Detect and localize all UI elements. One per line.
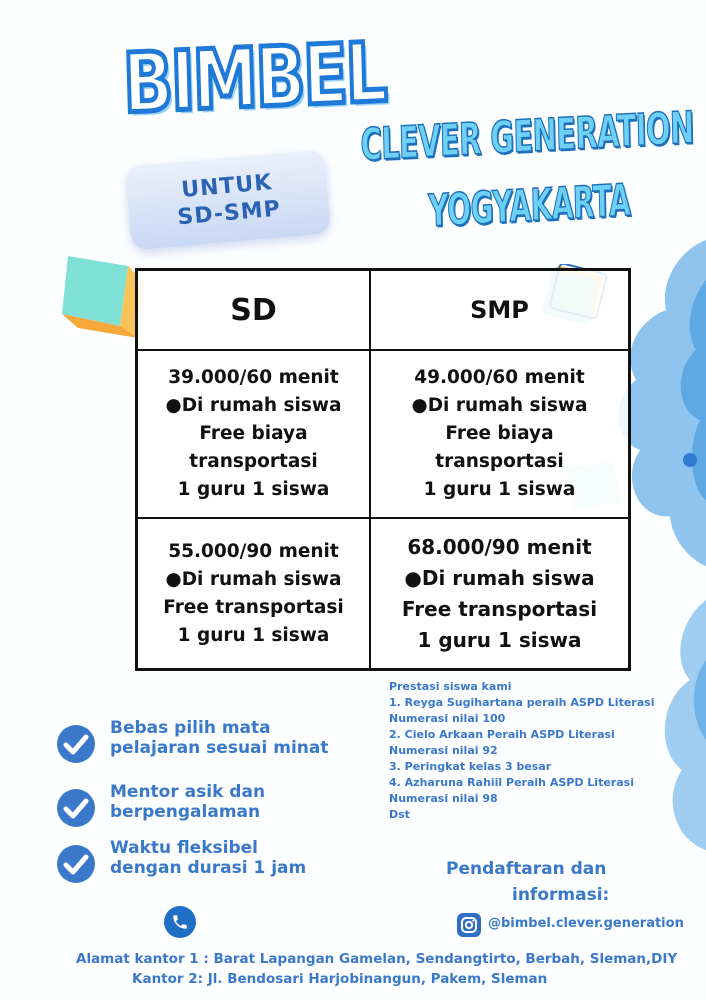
achievement-line: 4. Azharuna Rahiil Peraih ASPD Literasi [389,776,634,789]
achievement-line: Numerasi nilai 100 [389,712,506,725]
price-cell-sd-60 [137,350,370,518]
ratio-line: 1 guru 1 siswa [417,627,582,652]
benefit-line-1: Waktu fleksibel [110,838,258,858]
location-line: ●Di rumah siswa [165,568,342,590]
achievement-line: Numerasi nilai 98 [389,792,498,805]
achievement-line: 3. Peringkat kelas 3 besar [389,760,552,773]
benefit-line-1: Mentor asik dan [110,782,266,802]
benefit-item [56,782,265,828]
instagram-handle-link[interactable]: @bimbel.clever.generation [488,916,684,931]
address-line-2: Kantor 2: Jl. Bendosari Harjobinangun, Pakem, Sleman [132,971,548,987]
feature-line: Free biaya [199,423,308,444]
benefit-line-1: Bebas pilih mata [110,718,271,738]
check-circle-icon [56,844,96,884]
check-circle-icon [56,788,96,828]
subtitle-brand: CLEVER GENERATION [359,102,695,171]
benefit-line-2: dengan durasi 1 jam [110,858,307,878]
main-title: BIMBEL [121,25,387,132]
ratio-line: 1 guru 1 siswa [423,479,576,500]
price-line: 39.000/60 menit [168,367,339,388]
achievement-line: Numerasi nilai 92 [389,744,498,757]
benefit-line-2: pelajaran sesuai minat [110,738,329,758]
office-address [76,949,676,989]
achievement-line: 1. Reyga Sugihartana peraih ASPD Literasi [389,696,655,709]
pricing-table [135,268,631,671]
feature-line: Free biaya [445,423,554,444]
price-line: 55.000/90 menit [168,540,339,562]
achievement-line: Dst [389,808,410,821]
benefit-item [56,718,329,764]
instagram-icon[interactable] [457,913,481,937]
achievements-list [389,679,659,823]
ratio-line: 1 guru 1 siswa [177,479,330,500]
instagram-glyph-icon [457,913,481,937]
target-badge [125,149,332,250]
location-line: ●Di rumah siswa [411,395,588,416]
achievements-heading: Prestasi siswa kami [389,680,512,693]
subtitle-city: YOGYAKARTA [427,174,631,237]
price-cell-smp-90 [370,518,629,669]
price-line: 68.000/90 menit [407,534,592,559]
location-line: ●Di rumah siswa [165,395,342,416]
badge-line-1: UNTUK [180,169,274,203]
location-line: ●Di rumah siswa [404,565,595,590]
badge-line-2: SD-SMP [176,196,282,231]
benefit-line-2: berpengalaman [110,802,261,822]
price-line: 49.000/60 menit [414,367,585,388]
registration-line-2: informasi: [512,885,610,905]
column-header-sd: SD [137,270,370,350]
phone-glyph-icon [171,913,189,931]
column-header-smp: SMP [370,270,629,350]
phone-icon[interactable] [164,906,196,938]
address-line-1: Alamat kantor 1 : Barat Lapangan Gamelan, Sendangtirto, Berbah, Sleman,DIY [76,951,678,967]
feature-line: transportasi [435,451,564,472]
feature-line: transportasi [189,451,318,472]
ratio-line: 1 guru 1 siswa [177,624,330,646]
price-cell-sd-90 [137,518,370,669]
price-cell-smp-60 [370,350,629,518]
achievement-line: 2. Cielo Arkaan Peraih ASPD Literasi [389,728,615,741]
feature-line: Free transportasi [163,596,344,618]
registration-line-1: Pendaftaran dan [446,859,607,879]
check-circle-icon [56,724,96,764]
registration-heading [446,856,646,908]
feature-line: Free transportasi [401,596,598,621]
benefit-item [56,838,306,884]
